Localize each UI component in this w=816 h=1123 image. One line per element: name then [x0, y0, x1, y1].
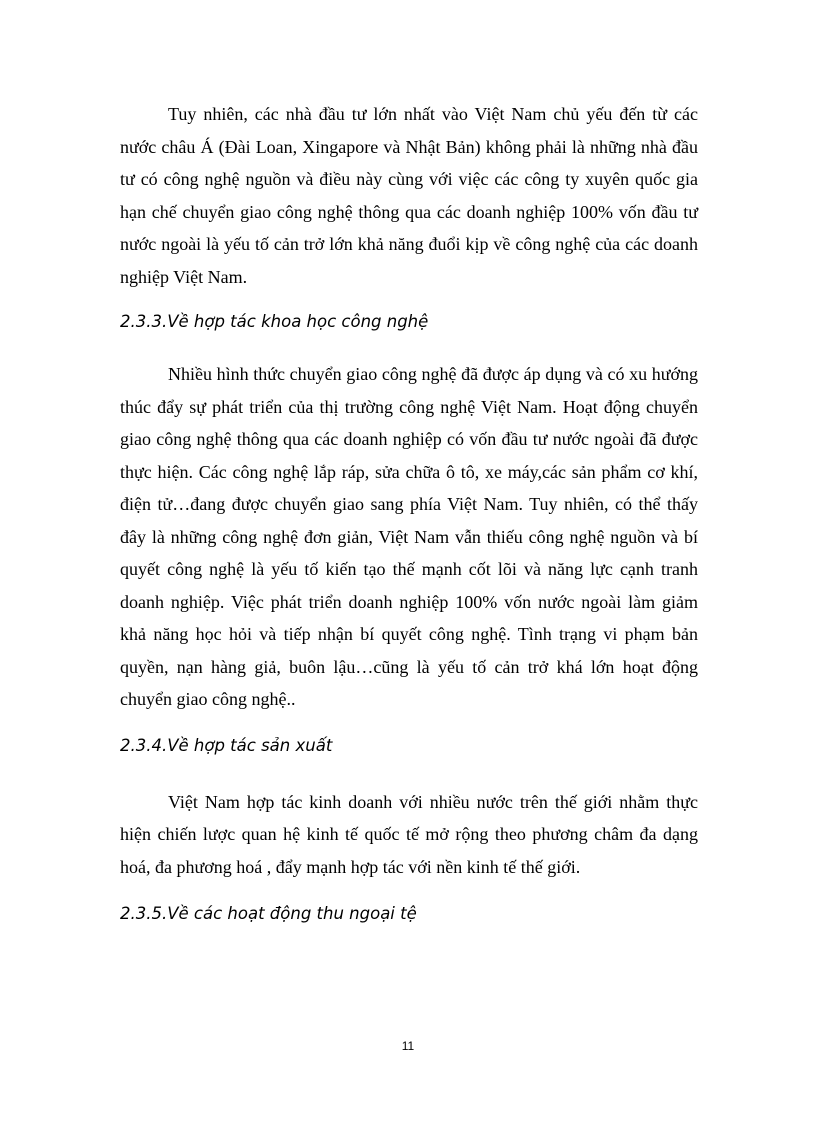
page-content [120, 98, 698, 926]
section-heading-2-3-3: 2.3.3.Về hợp tác khoa học công nghệ [120, 312, 429, 331]
paragraph-investors: Tuy nhiên, các nhà đầu tư lớn nhất vào Việt Nam chủ yếu đến từ các nước châu Á (Đài Loan, Xingapore và Nhật Bản) không phải là những nhà đầu tư có công nghệ nguồn và điều này cùng với việc các công ty xuyên quốc gia hạn chế chuyển giao công nghệ thông qua các doanh nghiệp 100% vốn đầu tư nước ngoài là yếu tố cản trở lớn khả năng đuổi kịp về công nghệ của các doanh nghiệp Việt Nam. [120, 104, 698, 287]
section-heading-2-3-5: 2.3.5.Về các hoạt động thu ngoại tệ [120, 904, 417, 923]
paragraph-production-cooperation: Việt Nam hợp tác kinh doanh với nhiều nước trên thế giới nhằm thực hiện chiến lược quan hệ kinh tế quốc tế mở rộng theo phương châm đa dạng hoá, đa phương hoá , đẩy mạnh hợp tác với nền kinh tế thế giới. [120, 791, 698, 877]
paragraph-technology-transfer: Nhiều hình thức chuyển giao công nghệ đã được áp dụng và có xu hướng thúc đẩy sự phát triển của thị trường công nghệ Việt Nam. Hoạt động chuyển giao công nghệ thông qua các doanh nghiệp có vốn đầu tư nước ngoài đã được thực hiện. Các công nghệ lắp ráp, sửa chữa ô tô, xe máy,các sản phẩm cơ khí, điện tử…đang được chuyển giao sang phía Việt Nam. Tuy nhiên, có thể thấy đây là những công nghệ đơn giản, Việt Nam vẫn thiếu công nghệ nguồn và bí quyết công nghệ là yếu tố kiến tạo thế mạnh cốt lõi và năng lực cạnh tranh doanh nghiệp. Việc phát triển doanh nghiệp 100% vốn nước ngoài làm giảm khả năng học hỏi và tiếp nhận bí quyết công nghệ. Tình trạng vi phạm bản quyền, nạn hàng giả, buôn lậu…cũng là yếu tố cản trở khá lớn hoạt động chuyển giao công nghệ.. [120, 364, 698, 709]
section-heading-2-3-4: 2.3.4.Về hợp tác sản xuất [120, 735, 333, 755]
page-number: 11 [401, 1039, 415, 1053]
